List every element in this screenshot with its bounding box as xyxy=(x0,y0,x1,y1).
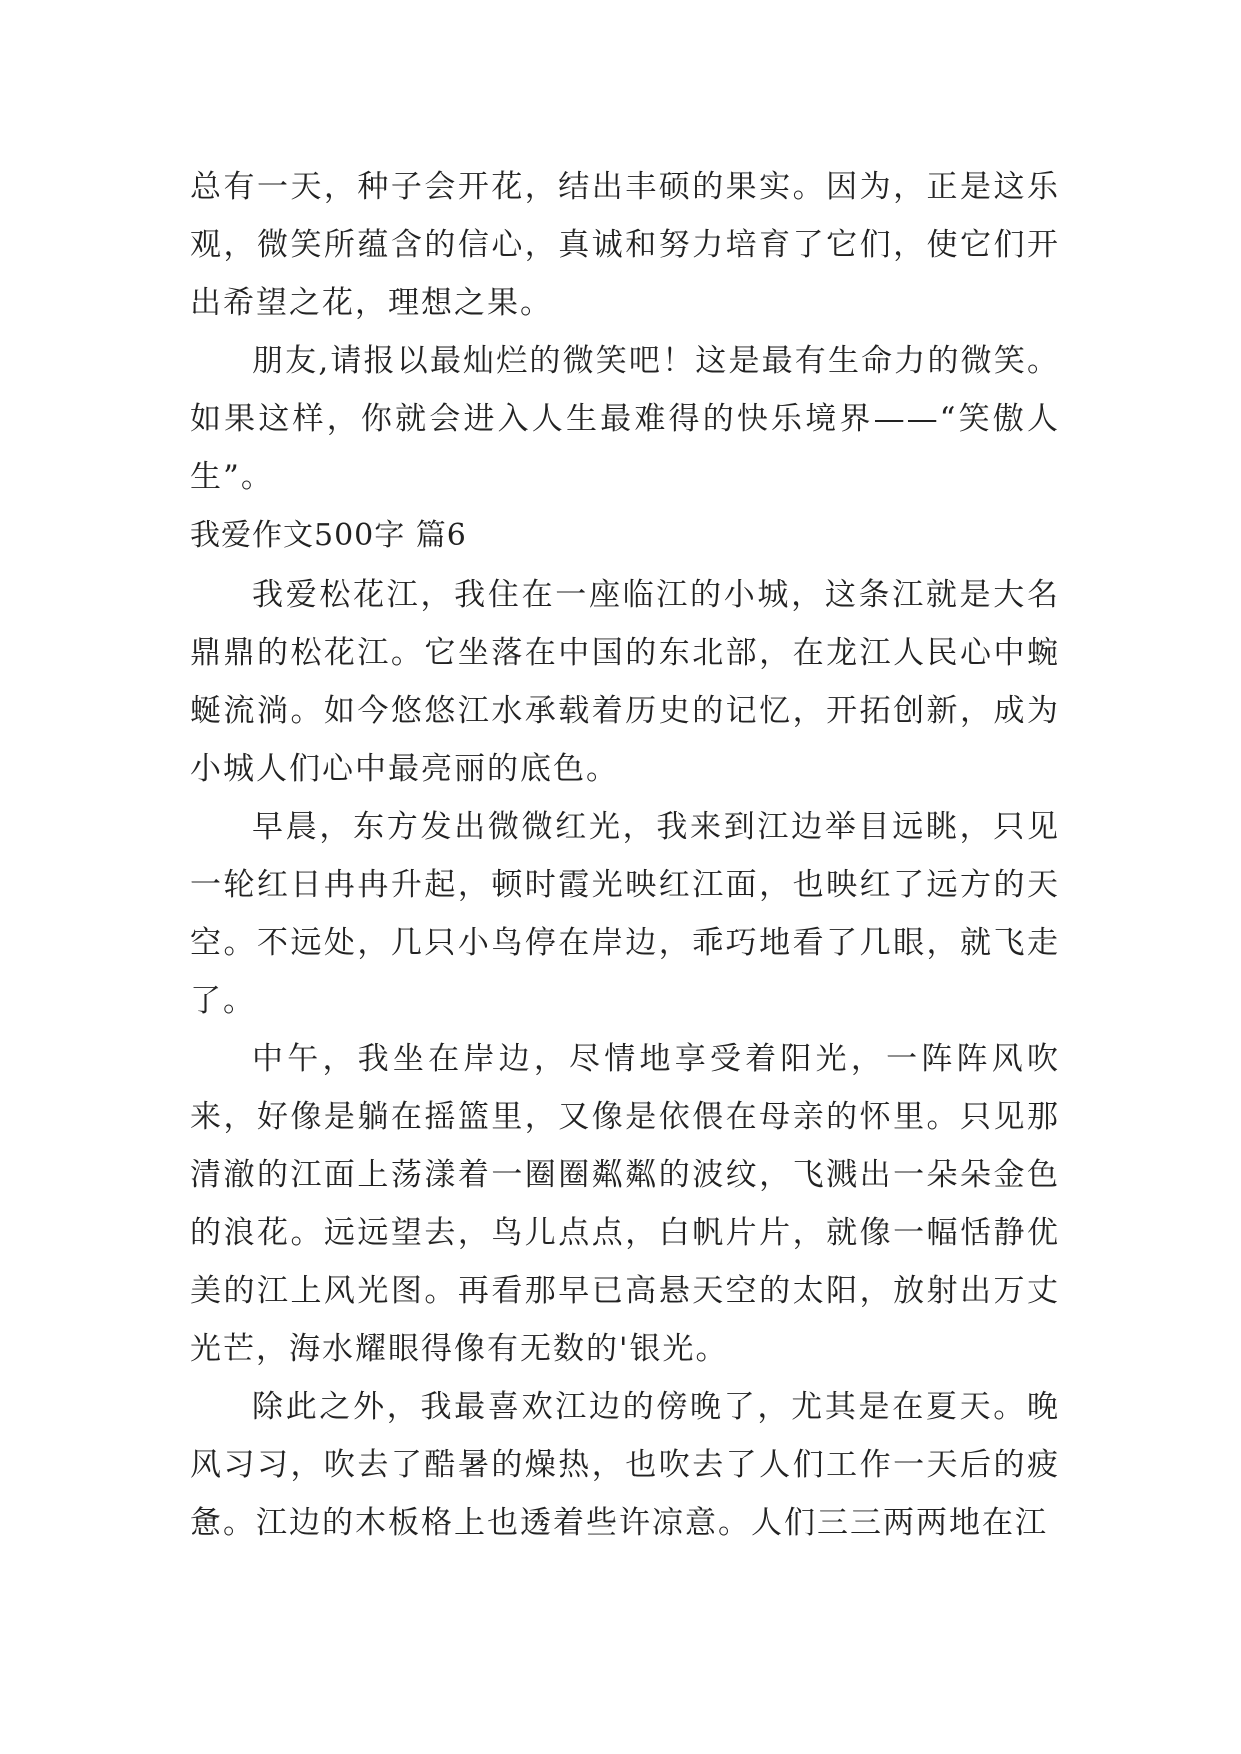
paragraph: 总有一天，种子会开花，结出丰硕的果实。因为，正是这乐观，微笑所蕴含的信心，真诚和努力培育了它们，使它们开出希望之花，理想之果。 xyxy=(190,169,1060,321)
paragraph: 朋友,请报以最灿烂的微笑吧！这是最有生命力的微笑。如果这样，你就会进入人生最难得的快乐境界——“笑傲人生”。 xyxy=(190,343,1060,495)
paragraph: 中午，我坐在岸边，尽情地享受着阳光，一阵阵风吹来，好像是躺在摇篮里，又像是依偎在母亲的怀里。只见那清澈的江面上荡漾着一圈圈粼粼的波纹，飞溅出一朵朵金色的浪花。远远望去，鸟儿点点，白帆片片，就像一幅恬静优美的江上风光图。再看那早已高悬天空的太阳，放射出万丈光芒，海水耀眼得像有无数的'银光。 xyxy=(190,1041,1060,1367)
paragraph: 我爱松花江，我住在一座临江的小城，这条江就是大名鼎鼎的松花江。它坐落在中国的东北部，在龙江人民心中蜿蜒流淌。如今悠悠江水承载着历史的记忆，开拓创新，成为小城人们心中最亮丽的底色。 xyxy=(190,577,1060,787)
paragraph: 除此之外，我最喜欢江边的傍晚了，尤其是在夏天。晚风习习，吹去了酷暑的燥热，也吹去了人们工作一天后的疲惫。江边的木板格上也透着些许凉意。人们三三两两地在江 xyxy=(190,1389,1060,1541)
document-body xyxy=(190,158,1060,1552)
paragraph: 早晨，东方发出微微红光，我来到江边举目远眺，只见一轮红日冉冉升起，顿时霞光映红江面，也映红了远方的天空。不远处，几只小鸟停在岸边，乖巧地看了几眼，就飞走了。 xyxy=(190,809,1060,1019)
section-heading: 我爱作文500字 篇6 xyxy=(190,518,467,553)
